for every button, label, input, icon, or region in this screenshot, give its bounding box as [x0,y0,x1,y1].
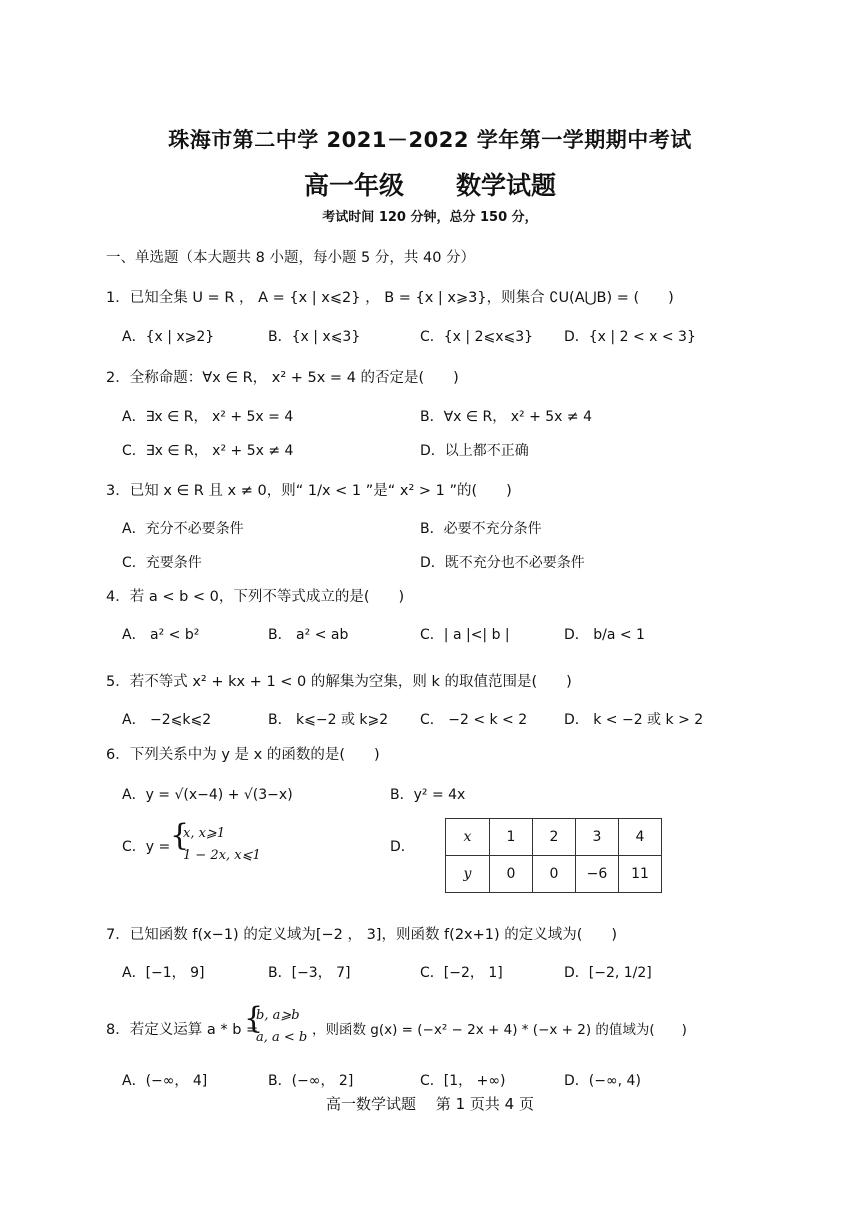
page-footer: 高一数学试题 第 1 页共 4 页 [326,1095,534,1113]
q8-option-b: B．(−∞， 2] [268,1073,354,1089]
question-1: 1．已知全集 U = R ， A = {x | x⩽2} ， B = {x | x⩾3}，则集合 ∁U(A⋃B) = ( ) [106,290,674,306]
q5-option-a: A． −2⩽k⩽2 [122,712,212,728]
q7-option-c: C．[−2， 1] [420,965,503,981]
q8-case2: a, a < b [256,1030,308,1045]
q6-option-c-brace: { [170,818,190,853]
table-cell: 0 [490,856,533,893]
q2-option-d: D．以上都不正确 [420,443,529,459]
q2-option-c: C．∃x ∈ R， x² + 5x ≠ 4 [122,443,294,459]
q6-option-a: A．y = √(x−4) + √(3−x) [122,787,293,803]
question-4: 4．若 a < b < 0，下列不等式成立的是( ) [106,589,405,605]
q4-option-a: A． a² < b² [122,627,200,643]
q4-option-b: B． a² < ab [268,627,349,643]
q2-option-b: B．∀x ∈ R， x² + 5x ≠ 4 [420,409,592,425]
table-cell: 3 [576,819,619,856]
q4-option-c: C．| a |<| b | [420,627,510,643]
table-cell: 1 [490,819,533,856]
question-3: 3．已知 x ∈ R 且 x ≠ 0，则“ 1/x < 1 ”是“ x² > 1 ”的( ) [106,483,512,499]
q3-option-a: A．充分不必要条件 [122,521,244,537]
q6-option-d: D． [390,839,415,855]
table-cell: 2 [533,819,576,856]
question-5: 5．若不等式 x² + kx + 1 < 0 的解集为空集，则 k 的取值范围是( ) [106,674,572,690]
q1-option-b: B．{x | x⩽3} [268,329,361,345]
q6-option-c-case1: x, x⩾1 [183,826,226,841]
q8-option-c: C．[1， +∞) [420,1073,506,1089]
question-7: 7．已知函数 f(x−1) 的定义域为[−2 ， 3]，则函数 f(2x+1) 的定义域为( ) [106,927,618,943]
q1-option-c: C．{x | 2⩽x⩽3} [420,329,534,345]
q5-option-c: C． −2 < k < 2 [420,712,528,728]
q4-option-d: D． b/a < 1 [564,627,645,643]
q7-option-a: A．[−1， 9] [122,965,205,981]
table-cell: −6 [576,856,619,893]
question-8-prefix: 8．若定义运算 a * b = [106,1022,259,1038]
question-2: 2．全称命题：∀x ∈ R， x² + 5x = 4 的否定是( ) [106,370,459,386]
q3-option-d: D．既不充分也不必要条件 [420,555,585,571]
table-row [446,819,662,856]
q6-option-c-label: C．y = [122,839,171,855]
table-cell: 4 [619,819,662,856]
section-heading: 一、单选题（本大题共 8 小题，每小题 5 分，共 40 分） [106,250,476,266]
q6-option-c-case2: 1 − 2x, x⩽1 [183,848,261,863]
q8-option-a: A．(−∞， 4] [122,1073,208,1089]
table-cell: y [446,856,490,893]
q8-case1: b, a⩾b [256,1008,300,1023]
q5-option-d: D． k < −2 或 k > 2 [564,712,704,728]
q3-option-b: B．必要不充分条件 [420,521,542,537]
table-cell: x [446,819,490,856]
table-cell: 0 [533,856,576,893]
q7-option-d: D．[−2, 1/2] [564,965,652,981]
subject-label: 数学试题 [456,171,557,200]
question-8-suffix: ，则函数 g(x) = (−x² − 2x + 4) * (−x + 2) 的值域为( ) [312,1022,687,1038]
q8-option-d: D．(−∞, 4) [564,1073,641,1089]
q6-option-b: B．y² = 4x [390,787,466,803]
grade-label: 高一年级 [303,171,404,200]
q6-value-table [445,818,662,893]
q8-brace: { [244,1001,264,1036]
q2-option-a: A．∃x ∈ R， x² + 5x = 4 [122,409,294,425]
table-row [446,856,662,893]
q5-option-b: B． k⩽−2 或 k⩾2 [268,712,389,728]
exam-title: 珠海市第二中学 2021－2022 学年第一学期期中考试 [168,128,692,152]
exam-subtitle [0,166,860,202]
q1-option-d: D．{x | 2 < x < 3} [564,329,696,345]
q1-option-a: A．{x | x⩾2} [122,329,215,345]
table-cell: 11 [619,856,662,893]
question-6: 6．下列关系中为 y 是 x 的函数的是( ) [106,747,380,763]
exam-info: 考试时间 120 分钟，总分 150 分， [322,210,538,225]
q3-option-c: C．充要条件 [122,555,202,571]
q7-option-b: B．[−3， 7] [268,965,351,981]
